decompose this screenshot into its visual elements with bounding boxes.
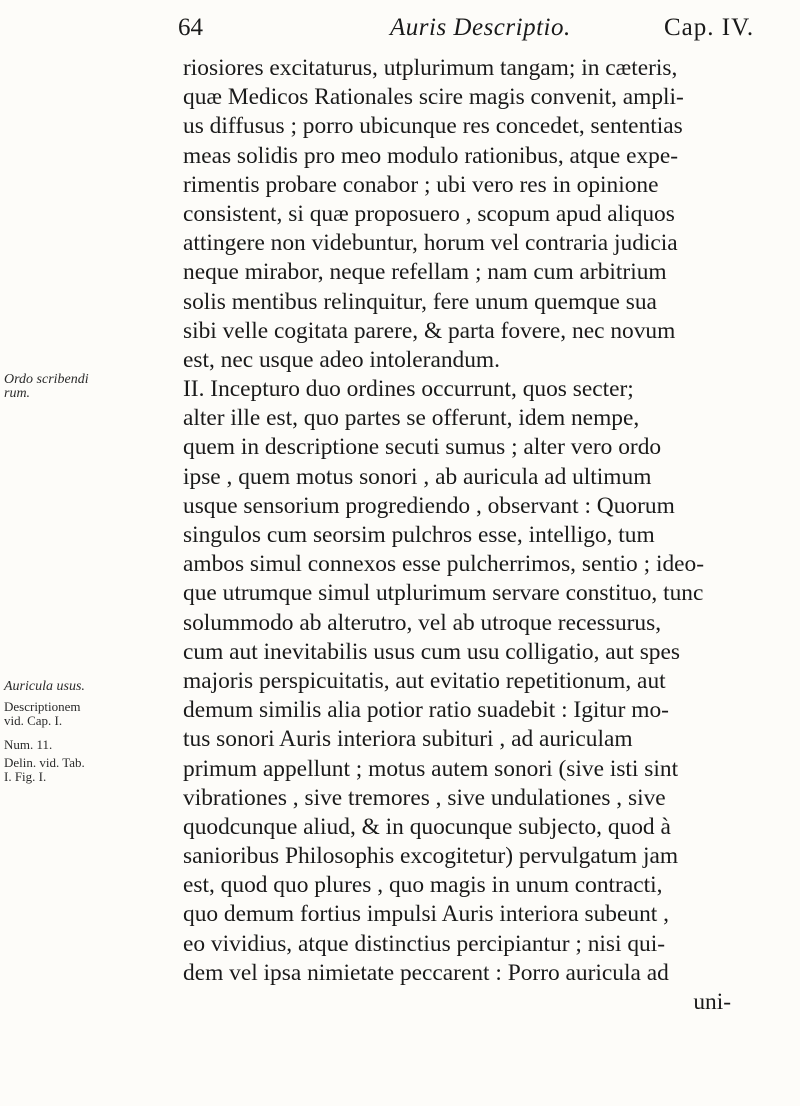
margin-note-line: I. Fig. I. <box>4 769 47 784</box>
text-line: rimentis probare conabor ; ubi vero res in opinione <box>183 171 659 198</box>
text-line: ambos simul connexos esse pulcherrimos, sentio ; ideo- <box>183 551 705 578</box>
page-number: 64 <box>178 14 203 41</box>
catchword: uni- <box>693 989 731 1015</box>
margin-note-ordo <box>4 373 176 401</box>
text-line: consistent, si quæ proposuero , scopum apud aliquos <box>183 200 675 227</box>
text-line: neque mirabor, neque refellam ; nam cum arbitrium <box>183 259 667 286</box>
text-line: alter ille est, quo partes se offerunt, idem nempe, <box>183 405 640 432</box>
text-line: quo demum fortius impulsi Auris interiora subeunt , <box>183 901 669 928</box>
margin-note-line: Descriptionem <box>4 699 81 714</box>
text-line: cum aut inevitabilis usus cum usu colligatio, aut spes <box>183 638 680 665</box>
paragraph-start-line: II. Incepturo duo ordines occurrunt, quos secter; <box>183 376 634 403</box>
margin-note-line: rum. <box>4 386 31 401</box>
text-line: tus sonori Auris interiora subituri , ad auriculam <box>183 726 633 753</box>
text-line: solummodo ab alterutro, vel ab utroque recessurus, <box>183 609 662 636</box>
running-title: Auris Descriptio. <box>390 14 571 41</box>
text-line: ipse , quem motus sonori , ab auricula ad ultimum <box>183 463 652 490</box>
margin-note-line: Num. 11. <box>4 737 53 752</box>
text-line: sibi velle cogitata parere, & parta fovere, nec novum <box>183 317 676 344</box>
margin-note-line: vid. Cap. I. <box>4 713 63 728</box>
text-line: singulos cum seorsim pulchros esse, intelligo, tum <box>183 522 655 548</box>
text-line: sanioribus Philosophis excogitetur) pervulgatum jam <box>183 843 679 870</box>
margin-note-auricula <box>4 680 176 694</box>
text-line: primum appellunt ; motus autem sonori (sive isti sint <box>183 755 679 782</box>
main-text-block <box>183 54 791 1017</box>
margin-note-line: Delin. vid. Tab. <box>4 755 85 770</box>
text-line: us diffusus ; porro ubicunque res concedet, sententias <box>183 113 683 140</box>
text-line: est, nec usque adeo intolerandum. <box>183 346 500 373</box>
text-line: meas solidis pro meo modulo rationibus, atque expe- <box>183 142 679 169</box>
text-line: majoris perspicuitatis, aut evitatio repetitionum, aut <box>183 667 666 694</box>
text-line: quem in descriptione secuti sumus ; alter vero ordo <box>183 434 662 461</box>
text-line: dem vel ipsa nimietate peccarent : Porro auricula ad <box>183 959 669 986</box>
chapter-label: Cap. IV. <box>664 14 755 41</box>
text-line: vibrationes , sive tremores , sive undulationes , sive <box>183 784 666 811</box>
text-line: solis mentibus relinquitur, fere unum quemque sua <box>183 288 657 315</box>
text-line: que utrumque simul utplurimum servare constituo, tunc <box>183 580 704 607</box>
text-line: usque sensorium progrediendo , observant : Quorum <box>183 492 675 519</box>
text-line: est, quod quo plures , quo magis in unum contracti, <box>183 872 663 899</box>
running-header <box>178 14 778 54</box>
text-line: quodcunque aliud, & in quocunque subjecto, quod à <box>183 813 671 840</box>
text-line: attingere non videbuntur, horum vel contraria judicia <box>183 230 678 257</box>
margin-note-refs <box>4 700 176 784</box>
text-line: demum similis alia potior ratio suadebit : Igitur mo- <box>183 697 669 724</box>
text-line: eo vividius, atque distinctius percipiantur ; nisi qui- <box>183 930 666 957</box>
text-line: quæ Medicos Rationales scire magis convenit, ampli- <box>183 84 684 111</box>
text-line: riosiores excitaturus, utplurimum tangam; in cæteris, <box>183 55 678 81</box>
margin-note-line: Auricula usus. <box>4 679 85 694</box>
margin-note-line: Ordo scribendi <box>4 372 89 387</box>
